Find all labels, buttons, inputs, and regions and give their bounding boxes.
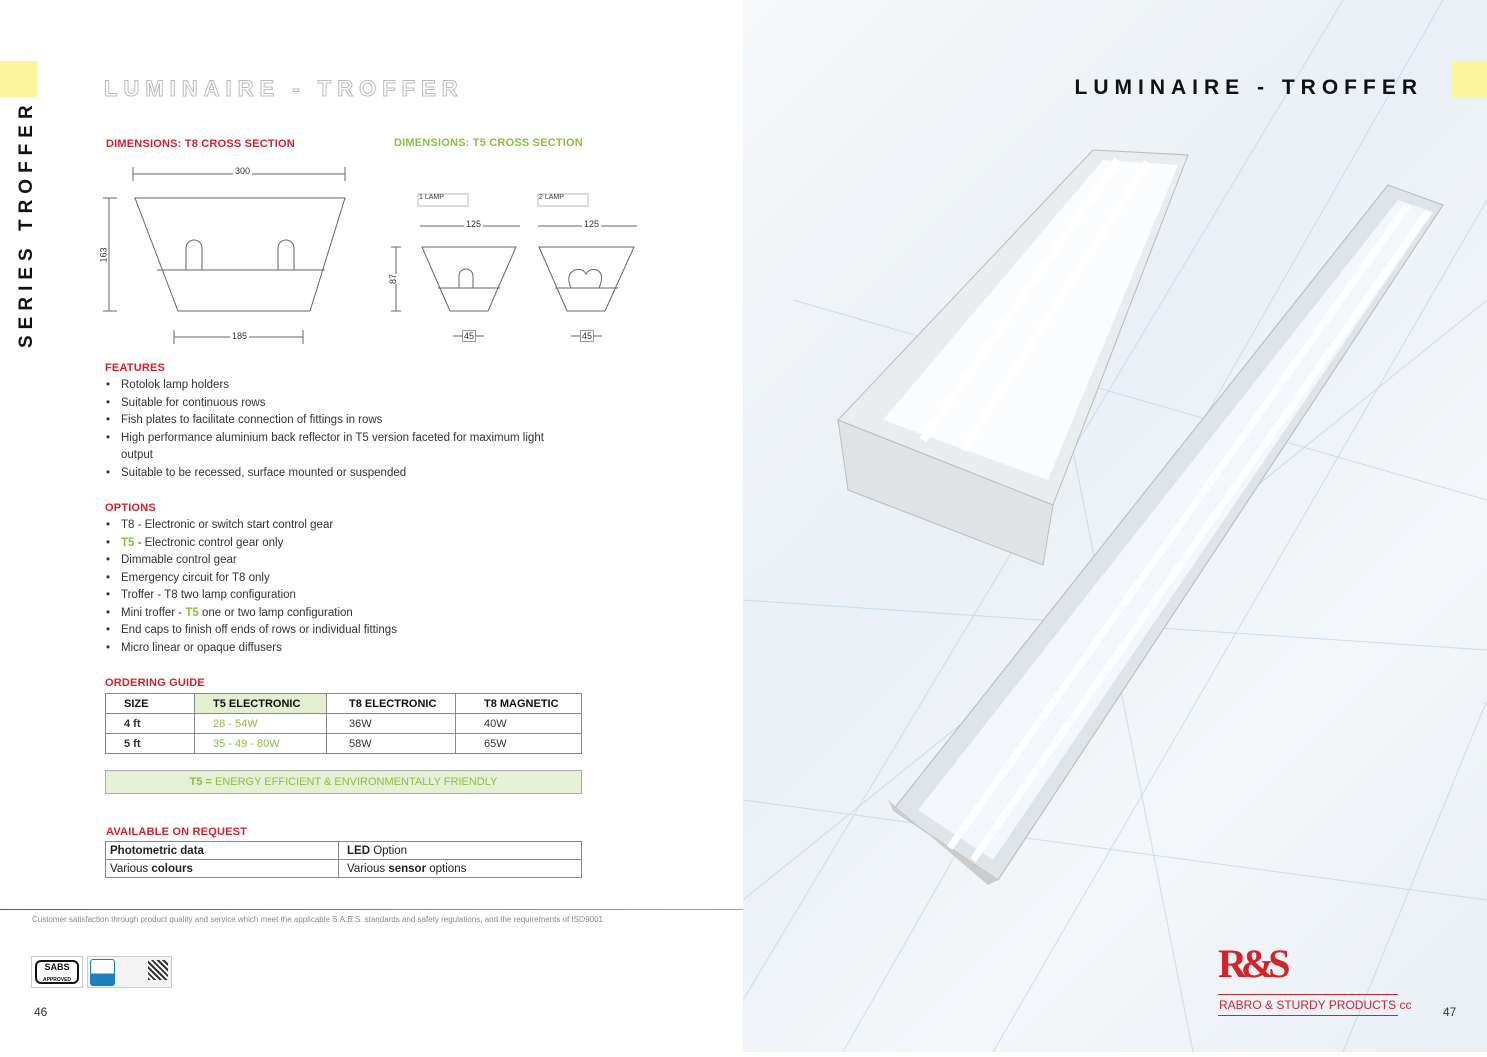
option-text: T8 - Electronic or switch start control gear [121, 519, 334, 531]
t5-bottom-dimension-1: 45 [464, 331, 475, 341]
t5-energy-banner [105, 770, 582, 794]
option-item [105, 535, 565, 553]
column-header: T5 ELECTRONIC [195, 694, 327, 714]
t8-bottom-dimension: 185 [232, 331, 248, 341]
t5-highlight: T5 [185, 606, 199, 619]
ordering-guide-table [105, 693, 582, 754]
features-list [105, 377, 565, 482]
t5-bottom-dimension-2: 45 [582, 331, 593, 341]
column-header: SIZE [106, 694, 195, 714]
cell-bold: LED [347, 844, 370, 857]
ordering-guide-heading: ORDERING GUIDE [105, 677, 205, 689]
table-header-row [106, 694, 582, 714]
cell-bold: Photometric data [110, 844, 204, 857]
feature-item: • Fish plates to facilitate connection of fittings in rows [105, 412, 565, 430]
cell-text: Various [347, 862, 389, 875]
option-item [105, 640, 565, 658]
feature-item: • Suitable to be recessed, surface mounted or suspended [105, 465, 565, 483]
option-text: Micro linear or opaque diffusers [121, 641, 282, 654]
cell-text: Various [110, 862, 152, 875]
table-cell [106, 842, 339, 860]
sabs-text: SABS [44, 962, 70, 972]
feature-item: • Suitable for continuous rows [105, 395, 565, 413]
banner-bold: T5 = [189, 776, 212, 788]
page-number-right: 47 [1443, 1005, 1457, 1019]
logo-line-bottom [1218, 1015, 1398, 1016]
t8-top-dimension: 300 [235, 166, 251, 176]
cross-section-drawings [95, 160, 655, 350]
option-text: one or two lamp configuration [198, 606, 353, 619]
table-row [106, 734, 582, 754]
table-cell: 58W [327, 734, 456, 754]
logo-line-top [1218, 994, 1398, 995]
option-item [105, 570, 565, 588]
product-photo [743, 0, 1487, 1052]
troffer-fixture-1 [838, 150, 1188, 565]
option-text: - Electronic control gear only [134, 536, 284, 549]
table-row [106, 842, 582, 860]
table-row [106, 860, 582, 878]
option-text: Troffer - T8 two lamp configuration [121, 589, 296, 601]
t5-2-lamp-label: 2 LAMP [539, 194, 564, 201]
table-cell: 65W [456, 734, 582, 754]
t5-top-dimension-1: 125 [466, 219, 482, 229]
sabs-approved-badge [31, 956, 83, 988]
table-cell: 35 - 49 - 80W [195, 734, 327, 754]
yellow-tab-left [0, 61, 37, 97]
t5-height-dimension: 87 [388, 273, 399, 285]
iso-certification-badge [87, 956, 172, 988]
table-cell: 36W [327, 714, 456, 734]
cell-text: options [426, 862, 467, 875]
column-header: T8 ELECTRONIC [327, 694, 456, 714]
t5-cross-section [391, 194, 637, 336]
table-cell: 40W [456, 714, 582, 734]
sabs-subtext: APPROVED [42, 977, 72, 983]
column-header: T8 MAGNETIC [456, 694, 582, 714]
available-on-request-heading: AVAILABLE ON REQUEST [106, 826, 248, 838]
t8-cross-section [103, 167, 345, 344]
rs-logo: R&S [1218, 941, 1285, 986]
option-item [105, 552, 565, 570]
feature-item: • High performance aluminium back reflector in T5 version faceted for maximum light output [105, 430, 565, 465]
qr-code-icon [148, 960, 168, 980]
options-heading: OPTIONS [105, 502, 156, 514]
option-item [105, 605, 565, 623]
size-cell: 5 ft [106, 734, 195, 754]
option-text: Mini troffer - [121, 606, 186, 619]
feature-item: • Rotolok lamp holders [105, 377, 565, 395]
t5-highlight: T5 [121, 536, 135, 549]
t5-dimensions-heading: DIMENSIONS: T5 CROSS SECTION [394, 137, 583, 149]
cell-text: Option [370, 844, 408, 857]
option-text: Dimmable control gear [121, 554, 237, 566]
t5-top-dimension-2: 125 [584, 219, 600, 229]
option-item [105, 517, 565, 535]
cell-bold: colours [151, 862, 193, 875]
cell-bold: sensor [388, 862, 427, 875]
page-number-left: 46 [34, 1005, 48, 1019]
options-list [105, 517, 565, 657]
footer-quality-statement: Customer satisfaction through product quality and service which meet the applicable S.A.B.S. standards and safety regulations, and the requirements of ISO9001 [32, 915, 603, 924]
product-photo-page [743, 0, 1487, 1052]
t8-height-dimension: 163 [98, 247, 109, 263]
company-name: RABRO & STURDY PRODUCTS cc [1219, 998, 1412, 1012]
table-cell: 28 - 54W [195, 714, 327, 734]
available-on-request-table [105, 841, 582, 878]
t5-1-lamp-label: 1 LAMP [419, 194, 444, 201]
page-title-left: LUMINAIRE - TROFFER [104, 76, 464, 101]
banner-text: ENERGY EFFICIENT & ENVIRONMENTALLY FRIENDLY [211, 776, 498, 788]
option-text: Emergency circuit for T8 only [121, 571, 270, 584]
size-cell: 4 ft [106, 714, 195, 734]
table-cell [339, 842, 582, 860]
option-item [105, 622, 565, 640]
page-title-right: LUMINAIRE - TROFFER [1074, 76, 1423, 99]
features-heading: FEATURES [105, 362, 166, 374]
table-row [106, 714, 582, 734]
table-cell [339, 860, 582, 878]
tuv-logo-icon [90, 959, 115, 986]
table-cell [106, 860, 339, 878]
option-text: End caps to finish off ends of rows or individual fittings [121, 624, 397, 636]
option-item [105, 587, 565, 605]
series-title: SERIES TROFFER [16, 99, 37, 348]
yellow-tab-right [1452, 61, 1487, 97]
t8-dimensions-heading: DIMENSIONS: T8 CROSS SECTION [106, 138, 295, 150]
